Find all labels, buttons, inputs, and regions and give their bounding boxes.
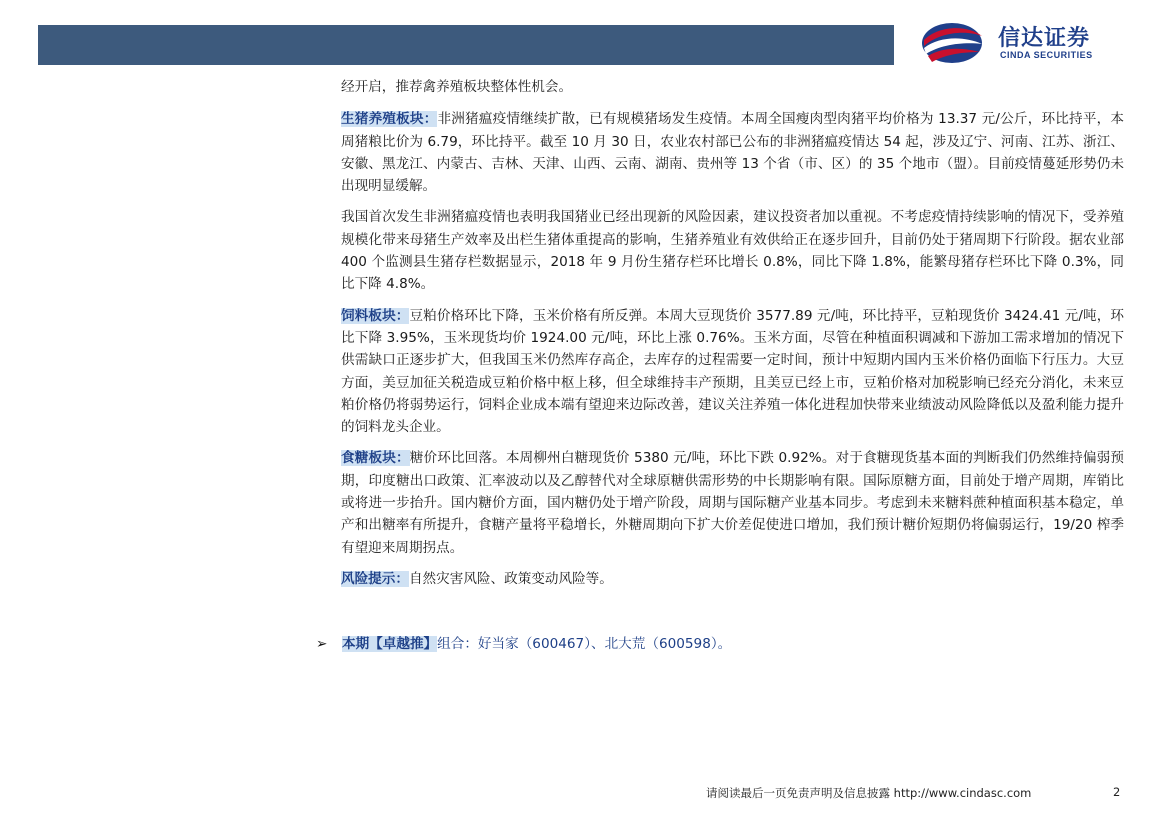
- sugar-sector-text: 糖价环比回落。本周柳州白糖现货价 5380 元/吨，环比下跌 0.92%。对于食糖现货基本面的判断我们仍然维持偏弱预期，印度糖出口政策、汇率波动以及乙醇替代对全球原糖供需形势的中长期影响有限。国际原糖方面，目前处于增产周期，库销比或将进一步抬升。国内糖价方面，国内糖仍处于增产阶段，周期与国际糖产业基本同步。考虑到未来糖料蔗种植面积基本稳定，单产和出糖率有所提升，食糖产量将平稳增长，外糖周期向下扩大价差促使进口增加，我们预计糖价短期仍将偏弱运行，19/20 榨季有望迎来周期拐点。: [341, 450, 1125, 556]
- feed-sector-paragraph: [341, 305, 1124, 439]
- pig-sector-label: 生猪养殖板块：: [341, 111, 438, 128]
- sugar-sector-label: 食糖板块：: [341, 450, 410, 467]
- logo-english-name: CINDA SECURITIES: [1000, 50, 1093, 60]
- intro-paragraph: 经开启，推荐禽养殖板块整体性机会。: [341, 79, 573, 95]
- portfolio-text: 组合：好当家（600467）、北大荒（600598）。: [437, 636, 732, 652]
- risk-paragraph: [341, 568, 1124, 590]
- portfolio-line: [316, 634, 731, 654]
- pig-sector-text: 非洲猪瘟疫情继续扩散，已有规模猪场发生疫情。本周全国瘦肉型肉猪平均价格为 13.37 元/公斤，环比持平，本周猪粮比价为 6.79，环比持平。截至 10 月 30 日，农业农村部已公布的非洲猪瘟疫情达 54 起，涉及辽宁、河南、江苏、浙江、安徽、黑龙江、内蒙古、吉林、天津、山西、云南、湖南、贵州等 13 个省（市、区）的 35 个地市（盟）。目前疫情蔓延形势仍未出现明显缓解。: [341, 111, 1124, 195]
- cinda-globe-icon: [918, 18, 988, 68]
- arrow-bullet-icon: ➢: [316, 636, 328, 652]
- logo-chinese-name: 信达证券: [998, 26, 1091, 51]
- feed-sector-text: 豆粕价格环比下降，玉米价格有所反弹。本周大豆现货价 3577.89 元/吨，环比持平，豆粕现货价 3424.41 元/吨，环比下降 3.95%，玉米现货均价 1924.00 元/吨，环比上涨 0.76%。玉米方面，尽管在种植面积调减和下游加工需求增加的情况下供需缺口正逐步扩大，但我国玉米仍然库存高企，去库存的过程需要一定时间，预计中短期内国内玉米价格仍面临下行压力。大豆方面，美豆加征关税造成豆粕价格中枢上移，但全球维持丰产预期，且美豆已经上市，豆粕价格对加税影响已经充分消化，未来豆粕价格仍将弱势运行，饲料企业成本端有望迎来边际改善，建议关注养殖一体化进程加快带来业绩波动风险降低以及盈利能力提升的饲料龙头企业。: [341, 307, 1125, 436]
- report-body: [341, 76, 1124, 599]
- pig-risk-paragraph: 我国首次发生非洲猪瘟疫情也表明我国猪业已经出现新的风险因素，建议投资者加以重视。不考虑疫情持续影响的情况下，受养殖规模化带来母猪生产效率及出栏生猪体重提高的影响，生猪养殖业有效供给正在逐步回升，目前仍处于猪周期下行阶段。据农业部 400 个监测县生猪存栏数据显示，2018 年 9 月份生猪存栏环比增长 0.8%，同比下降 1.8%，能繁母猪存栏环比下降 0.3%，同比下降 4.8%。: [341, 209, 1124, 293]
- portfolio-label: 本期【卓越推】: [342, 636, 438, 652]
- page-number: 2: [1113, 785, 1121, 799]
- feed-sector-label: 饲料板块：: [341, 307, 410, 324]
- risk-label: 风险提示：: [341, 570, 409, 587]
- sugar-sector-paragraph: [341, 447, 1124, 558]
- pig-sector-paragraph: [341, 108, 1124, 197]
- footer-disclaimer: 请阅读最后一页免责声明及信息披露 http://www.cindasc.com: [706, 786, 1032, 800]
- cinda-logo: [918, 18, 1128, 68]
- risk-text: 自然灾害风险、政策变动风险等。: [408, 570, 613, 587]
- header-bar: [38, 25, 894, 65]
